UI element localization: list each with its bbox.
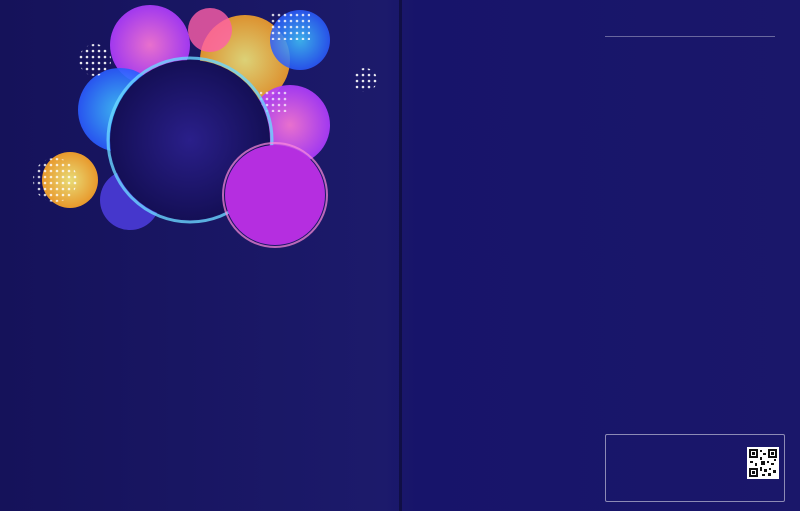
scoring-panel bbox=[605, 30, 775, 45]
hero-illustration bbox=[0, 0, 400, 255]
qr-code-icon[interactable] bbox=[747, 447, 779, 479]
divider bbox=[605, 36, 775, 37]
cta-box bbox=[605, 434, 785, 502]
